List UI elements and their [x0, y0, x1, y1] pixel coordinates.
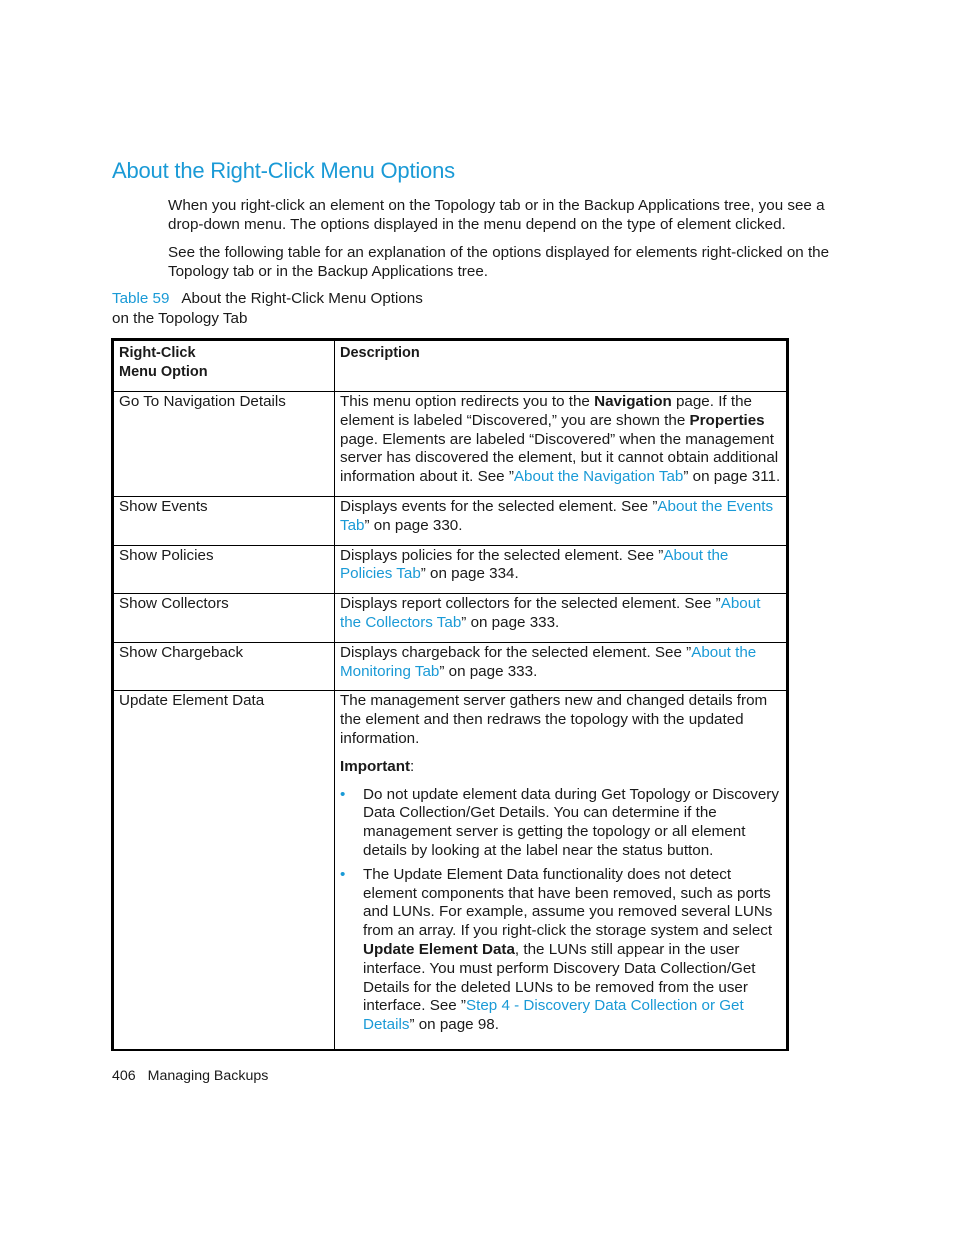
table-row — [113, 545, 788, 594]
page-footer — [112, 1067, 268, 1085]
table-header-row — [113, 340, 788, 392]
option-cell: Show Chargeback — [113, 642, 335, 691]
intro-paragraph-1: When you right-click an element on the Topology tab or in the Backup Applications tree, you see a drop-down menu. The options displayed in the menu depend on the type of element clicked. — [168, 197, 825, 233]
table-number: Table 59 — [112, 290, 170, 307]
list-item: • The Update Element Data functionality does not detect element components that have been removed, such as ports and LUNs. For example, assume you removed several LUNs from an array. If you right-click the storage system and select Update Element Data, the LUNs still appear in the user interface. You must perform Discovery Data Collection/Get Details for the deleted LUNs to be removed from the user interface. See ”Step 4 - Discovery Data Collection or Get Details” on page 98. — [340, 865, 773, 1034]
description-cell: Displays events for the selected element. See ”About the Events Tab” on page 330. — [335, 496, 788, 545]
description-cell: Displays chargeback for the selected element. See ”About the Monitoring Tab” on page 333. — [335, 642, 788, 691]
cross-reference-link[interactable]: About the Collectors Tab — [340, 595, 761, 631]
table-title-line2: on the Topology Tab — [112, 309, 248, 327]
bold-term: Properties — [689, 411, 765, 429]
option-cell: Update Element Data — [113, 691, 335, 1050]
bold-term: Update Element Data — [363, 940, 515, 958]
description-cell: Displays report collectors for the selected element. See ”About the Collectors Tab” on page 333. — [335, 594, 788, 643]
important-label: Important: — [340, 757, 415, 775]
option-cell: Show Events — [113, 496, 335, 545]
important-list — [340, 786, 781, 1035]
cross-reference-link[interactable]: About the Navigation Tab — [513, 468, 684, 486]
bullet-icon: • — [340, 785, 346, 803]
option-cell: Show Policies — [113, 545, 335, 594]
description-cell — [335, 691, 788, 1050]
description-paragraph: The management server gathers new and changed details from the element and then redraws the topology with the updated information. — [340, 692, 768, 747]
table-caption — [112, 289, 472, 328]
option-cell: Show Collectors — [113, 594, 335, 643]
cross-reference-link[interactable]: About the Policies Tab — [340, 546, 729, 583]
option-cell: Go To Navigation Details — [113, 392, 335, 497]
table-row — [113, 594, 788, 643]
chapter-title: Managing Backups — [147, 1068, 269, 1084]
list-item: • Do not update element data during Get Topology or Discovery Data Collection/Get Details. You can determine if the management server is getting the topology or all element details by looking at the label near the status button. — [340, 785, 779, 859]
cross-reference-link[interactable]: About the Events Tab — [340, 497, 774, 534]
header-option — [113, 340, 335, 392]
bullet-icon: • — [340, 865, 346, 883]
header-description: Description — [335, 340, 788, 392]
menu-options-table — [111, 338, 789, 1051]
description-cell: This menu option redirects you to the Navigation page. If the element is labeled “Discovered,” you are shown the Properties page. Elements are labeled “Discovered” when the management server has discovered the element, but it cannot obtain additional information about it. See ”About the Navigation Tab” on page 311. — [335, 392, 788, 497]
page-title: About the Right-Click Menu Options — [112, 158, 455, 183]
bold-term: Navigation — [594, 393, 672, 410]
cross-reference-link[interactable]: Step 4 - Discovery Data Collection or Get Details — [363, 997, 744, 1034]
header-option-line1: Right-Click — [119, 345, 196, 361]
description-cell: Displays policies for the selected element. See ”About the Policies Tab” on page 334. — [335, 545, 788, 594]
page-number: 406 — [112, 1068, 136, 1084]
intro-paragraph-2: See the following table for an explanation of the options displayed for elements right-clicked on the Topology tab or in the Backup Applications tree. — [168, 244, 830, 280]
header-option-line2: Menu Option — [119, 364, 208, 380]
table-row — [113, 642, 788, 691]
table-row — [113, 496, 788, 545]
table-row — [113, 691, 788, 1050]
table-title-line1: About the Right-Click Menu Options — [181, 290, 423, 307]
cross-reference-link[interactable]: About the Monitoring Tab — [340, 643, 757, 680]
table-row — [113, 392, 788, 497]
